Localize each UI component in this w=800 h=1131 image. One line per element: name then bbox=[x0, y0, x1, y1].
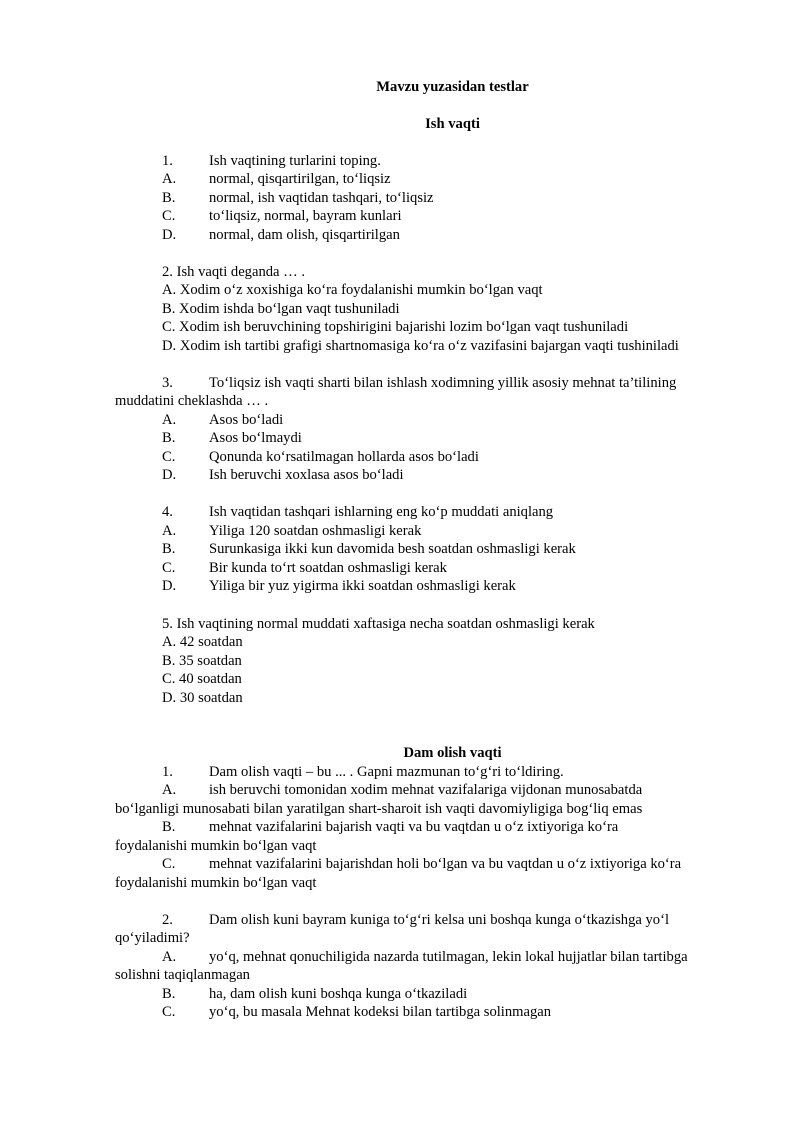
option-row: D. Xodim ish tartibi grafigi shartnomasiga ko‘ra o‘z vazifasini bajargan vaqti tushiniladi bbox=[162, 338, 679, 354]
option-letter: B. bbox=[162, 986, 176, 1002]
option-letter: B. bbox=[162, 819, 176, 835]
question-5: 5. Ish vaqtining normal muddati xaftasiga necha soatdan oshmasligi kerak bbox=[162, 616, 595, 632]
question-number: 4. bbox=[162, 504, 173, 520]
option-text: Surunkasiga ikki kun davomida besh soatdan oshmasligi kerak bbox=[209, 541, 576, 557]
option-letter: B. bbox=[162, 541, 176, 557]
option-row: C. 40 soatdan bbox=[162, 671, 242, 687]
option-row: D. 30 soatdan bbox=[162, 690, 243, 706]
option-text: Ish beruvchi xoxlasa asos bo‘ladi bbox=[209, 467, 404, 483]
option-letter: D. bbox=[162, 467, 177, 483]
option-row: B. 35 soatdan bbox=[162, 653, 242, 669]
question-text: To‘liqsiz ish vaqti sharti bilan ishlash xodimning yillik asosiy mehnat ta’tilining bbox=[209, 375, 677, 391]
option-letter: C. bbox=[162, 1004, 176, 1020]
option-letter: D. bbox=[162, 227, 177, 243]
option-letter: A. bbox=[162, 949, 177, 965]
option-text: ish beruvchi tomonidan xodim mehnat vazifalariga vijdonan munosabatda bbox=[209, 782, 643, 798]
option-row: B. Xodim ishda bo‘lgan vaqt tushuniladi bbox=[162, 301, 400, 317]
question-2: 2. Ish vaqti deganda … . bbox=[162, 264, 306, 280]
option-text: ha, dam olish kuni boshqa kunga o‘tkaziladi bbox=[209, 986, 468, 1002]
question-text: Ish vaqtidan tashqari ishlarning eng ko‘p muddati aniqlang bbox=[209, 504, 554, 520]
option-text: mehnat vazifalarini bajarish vaqti va bu vaqtdan u o‘z ixtiyoriga ko‘ra bbox=[209, 819, 619, 835]
option-text: normal, ish vaqtidan tashqari, to‘liqsiz bbox=[209, 190, 434, 206]
question-text: Ish vaqtining turlarini toping. bbox=[209, 153, 381, 169]
option-row: C. Xodim ish beruvchining topshirigini bajarishi lozim bo‘lgan vaqt tushuniladi bbox=[162, 319, 629, 335]
option-row: A. Xodim o‘z xoxishiga ko‘ra foydalanishi mumkin bo‘lgan vaqt bbox=[162, 282, 543, 298]
option-letter: C. bbox=[162, 560, 176, 576]
option-text: Qonunda ko‘rsatilmagan hollarda asos bo‘ladi bbox=[209, 449, 479, 465]
option-text: yo‘q, bu masala Mehnat kodeksi bilan tartibga solinmagan bbox=[209, 1004, 552, 1020]
option-text: mehnat vazifalarini bajarishdan holi bo‘lgan va bu vaqtdan u o‘z ixtiyoriga ko‘ra bbox=[209, 856, 682, 872]
option-text: Asos bo‘ladi bbox=[209, 412, 284, 428]
option-letter: A. bbox=[162, 782, 177, 798]
option-text: normal, dam olish, qisqartirilgan bbox=[209, 227, 400, 243]
option-text: Bir kunda to‘rt soatdan oshmasligi kerak bbox=[209, 560, 447, 576]
option-letter: C. bbox=[162, 856, 176, 872]
option-text-continued: bo‘lganligi munosabati bilan yaratilgan shart-sharoit ish vaqti davomiyligiga bog‘liq emas bbox=[115, 801, 643, 817]
option-text: yo‘q, mehnat qonuchiligida nazarda tutilmagan, lekin lokal hujjatlar bilan tartibga bbox=[209, 949, 688, 965]
option-letter: C. bbox=[162, 208, 176, 224]
option-text: to‘liqsiz, normal, bayram kunlari bbox=[209, 208, 402, 224]
question-number: 1. bbox=[162, 153, 173, 169]
section-title-dam-olish-vaqti: Dam olish vaqti bbox=[403, 745, 502, 761]
section-title-ish-vaqti: Ish vaqti bbox=[425, 116, 480, 132]
option-text-continued: foydalanishi mumkin bo‘lgan vaqt bbox=[115, 875, 317, 891]
option-row: A. 42 soatdan bbox=[162, 634, 243, 650]
question-number: 3. bbox=[162, 375, 173, 391]
option-text: Yiliga bir yuz yigirma ikki soatdan oshmasligi kerak bbox=[209, 578, 516, 594]
option-text: normal, qisqartirilgan, to‘liqsiz bbox=[209, 171, 391, 187]
option-text-continued: foydalanishi mumkin bo‘lgan vaqt bbox=[115, 838, 317, 854]
option-text: Yiliga 120 soatdan oshmasligi kerak bbox=[209, 523, 422, 539]
option-letter: A. bbox=[162, 171, 177, 187]
option-letter: B. bbox=[162, 190, 176, 206]
option-letter: A. bbox=[162, 523, 177, 539]
question-text: Dam olish vaqti – bu ... . Gapni mazmunan to‘g‘ri to‘ldiring. bbox=[209, 764, 564, 780]
option-text: Asos bo‘lmaydi bbox=[209, 430, 302, 446]
option-letter: D. bbox=[162, 578, 177, 594]
option-letter: A. bbox=[162, 412, 177, 428]
document-title: Mavzu yuzasidan testlar bbox=[376, 79, 529, 95]
question-number: 2. bbox=[162, 912, 173, 928]
option-text-continued: solishni taqiqlanmagan bbox=[115, 967, 250, 983]
option-letter: C. bbox=[162, 449, 176, 465]
question-text: Dam olish kuni bayram kuniga to‘g‘ri kelsa uni boshqa kunga o‘tkazishga yo‘l bbox=[209, 912, 670, 928]
question-text-continued: qo‘yiladimi? bbox=[115, 930, 190, 946]
question-number: 1. bbox=[162, 764, 173, 780]
question-text-continued: muddatini cheklashda … . bbox=[115, 393, 269, 409]
option-letter: B. bbox=[162, 430, 176, 446]
